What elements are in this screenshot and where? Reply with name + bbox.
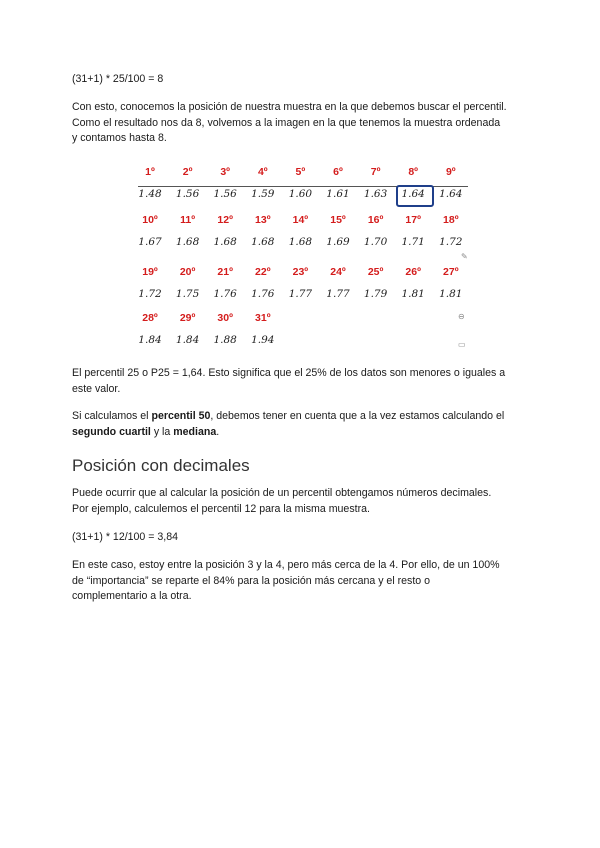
sample-position-label: 3º: [220, 166, 231, 178]
sample-value: 1.56: [175, 188, 200, 200]
text-line: El percentil 25 o P25 = 1,64. Esto significa que el 25% de los datos son menores o iguales a: [72, 367, 506, 379]
sample-value: 1.77: [288, 288, 313, 300]
sample-position-label: 8º: [408, 166, 419, 178]
sample-position-label: 1º: [145, 166, 155, 178]
sample-value: 1.72: [138, 288, 162, 300]
sample-position-label: 16º: [367, 214, 384, 226]
sample-position-label: 5º: [295, 166, 306, 178]
sample-value: 1.63: [363, 188, 388, 200]
sample-position-label: 14º: [292, 214, 309, 226]
text-span: .: [216, 425, 220, 438]
ordered-sample-figure: [128, 162, 478, 352]
sample-value: 1.81: [401, 288, 425, 300]
sample-value: 1.76: [251, 288, 275, 300]
sample-value: 1.88: [213, 334, 237, 346]
circle-icon: ⊖: [458, 312, 465, 321]
sample-value: 1.61: [326, 188, 350, 200]
sample-position-label: 21º: [217, 266, 233, 278]
sample-value: 1.59: [251, 188, 275, 200]
sample-position-label: 11º: [180, 214, 196, 226]
formula-position-p25: (31+1) * 25/100 = 8: [72, 73, 164, 85]
text-line: Como el resultado nos da 8, volvemos a la imagen en la que tenemos la muestra ordenada: [72, 116, 501, 129]
text-span: , debemos tener en cuenta que a la vez estamos calculando el: [210, 410, 505, 422]
sample-position-label: 12º: [217, 214, 233, 226]
paragraph-percentile-50: [72, 409, 532, 440]
text-line: Con esto, conocemos la posición de nuestra muestra en la que debemos buscar el percentil.: [72, 101, 507, 113]
sample-value: 1.71: [401, 236, 425, 248]
sample-position-label: 4º: [257, 166, 268, 178]
sample-position-label: 29º: [179, 312, 196, 324]
sample-value: 1.60: [288, 188, 313, 200]
sample-position-label: 15º: [330, 214, 346, 226]
text-span: Si calculamos el: [72, 410, 152, 422]
text-line: [72, 425, 532, 441]
text-line: Por ejemplo, calculemos el percentil 12 para la misma muestra.: [72, 502, 370, 515]
sample-value: 1.76: [213, 288, 237, 300]
sample-position-label: 25º: [367, 266, 384, 278]
sample-value: 1.56: [213, 188, 237, 200]
paragraph-p25-result: [72, 366, 532, 397]
sample-value: 1.69: [326, 236, 350, 248]
sample-position-label: 17º: [405, 214, 421, 226]
text-line: complementario a la otra.: [72, 590, 192, 602]
paragraph-decimal-positions: [72, 486, 532, 517]
sample-position-label: 6º: [333, 166, 343, 178]
sample-value: 1.68: [213, 236, 237, 248]
sample-position-label: 22º: [255, 266, 271, 278]
sample-position-label: 18º: [443, 214, 459, 226]
sample-value: 1.48: [138, 188, 162, 200]
text-line: de “importancia” se reparte el 84% para la posición más cercana y el resto o: [72, 574, 431, 587]
sample-value: 1.64: [401, 188, 425, 200]
sample-position-label: 19º: [142, 266, 158, 278]
edit-icon: ✎: [461, 252, 468, 261]
text-line: y contamos hasta 8.: [72, 132, 167, 144]
sample-position-label: 23º: [292, 266, 309, 278]
text-line: [72, 409, 532, 425]
text-line: Puede ocurrir que al calcular la posición de un percentil obtengamos números decimales.: [72, 487, 492, 499]
formula-position-p12: (31+1) * 12/100 = 3,84: [72, 531, 179, 543]
sample-position-label: 20º: [179, 266, 196, 278]
bold-term-mediana: mediana: [173, 425, 217, 438]
paragraph-position-explanation: [72, 100, 532, 147]
text-line: En este caso, estoy entre la posición 3 y la 4, pero más cerca de la 4. Por ello, de un 100%: [72, 559, 500, 571]
sample-value: 1.72: [439, 236, 463, 248]
sample-value: 1.64: [439, 188, 463, 200]
sample-position-label: 13º: [255, 214, 271, 226]
text-span: y la: [150, 425, 174, 438]
sample-position-label: 30º: [217, 312, 233, 324]
sample-position-label: 27º: [443, 266, 459, 278]
sample-value: 1.94: [251, 334, 275, 346]
sample-position-label: 31º: [255, 312, 271, 324]
text-line: este valor.: [72, 382, 121, 395]
sample-value: 1.81: [439, 288, 463, 300]
sample-position-label: 26º: [405, 266, 421, 278]
sample-value: 1.68: [175, 236, 200, 248]
sample-value: 1.67: [138, 236, 162, 248]
sample-value: 1.68: [251, 236, 275, 248]
bold-term-percentil-50: percentil 50: [151, 410, 211, 422]
sample-value: 1.70: [363, 236, 388, 248]
sample-position-label: 7º: [370, 166, 381, 178]
image-options-icon: ▭: [458, 340, 466, 349]
sample-value: 1.77: [326, 288, 350, 300]
paragraph-interpolation: [72, 558, 532, 605]
sample-value: 1.75: [175, 288, 200, 300]
sample-value: 1.68: [288, 236, 313, 248]
sample-value: 1.84: [138, 334, 162, 346]
sample-position-label: 9º: [445, 166, 456, 178]
sample-position-label: 28º: [142, 312, 158, 324]
sample-position-label: 24º: [330, 266, 346, 278]
sample-value: 1.79: [363, 288, 388, 300]
sample-position-label: 10º: [142, 214, 158, 226]
bold-term-segundo-cuartil: segundo cuartil: [72, 425, 151, 438]
sample-position-label: 2º: [182, 166, 193, 178]
sample-value: 1.84: [175, 334, 200, 346]
section-heading: Posición con decimales: [72, 456, 250, 475]
